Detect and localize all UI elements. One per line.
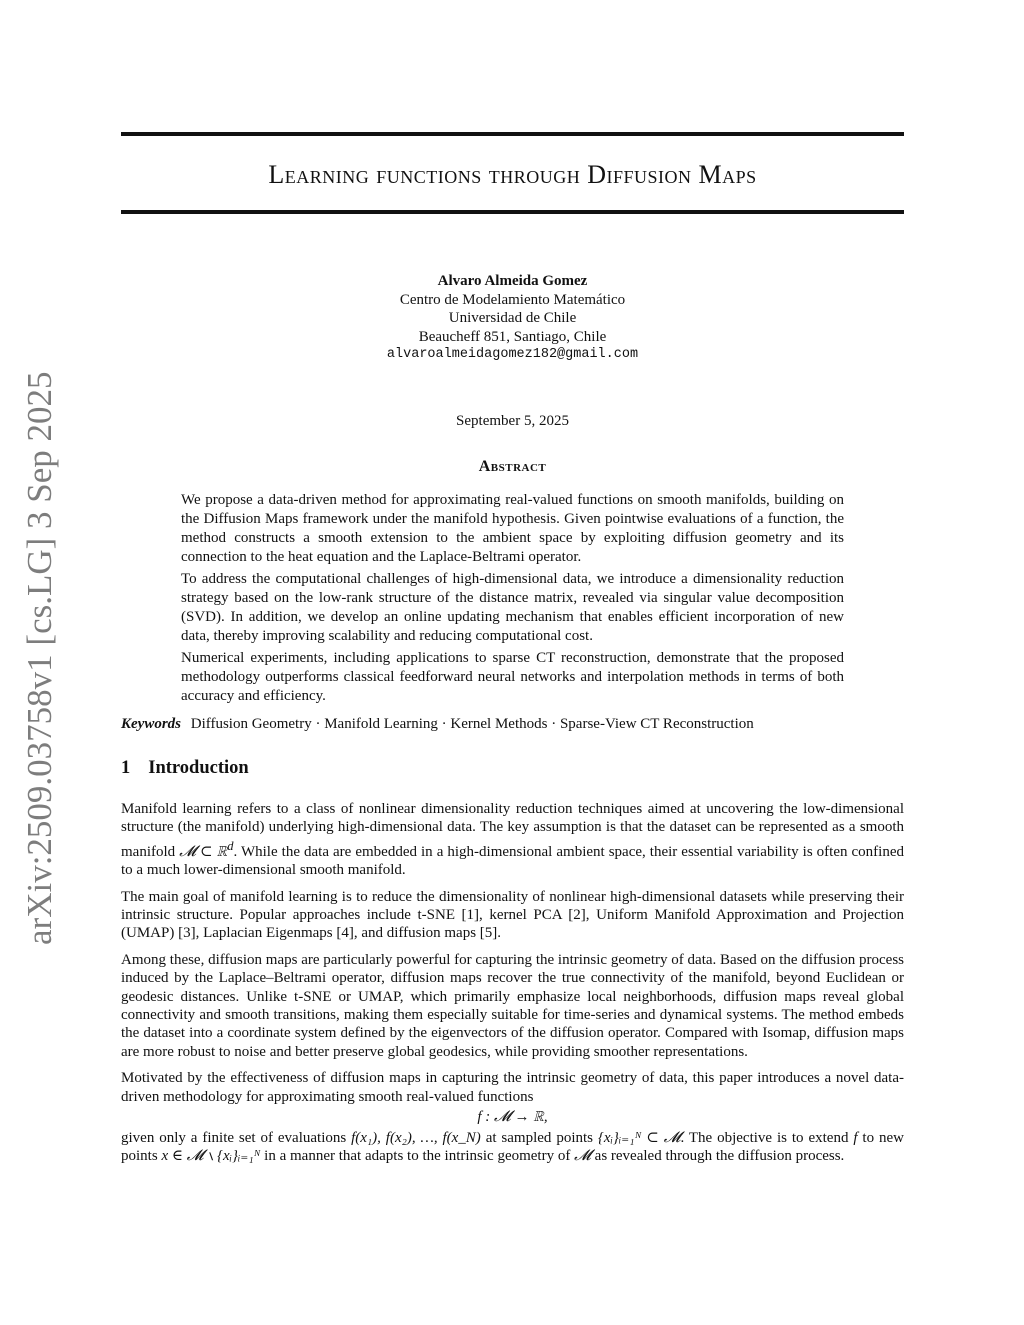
section-heading-introduction: [121, 758, 249, 779]
title-rule-top: [121, 132, 904, 136]
abstract-heading: Abstract: [478, 458, 547, 475]
abstract-paragraph: Numerical experiments, including applications to sparse CT reconstruction, demonstrate that the proposed methodology outperforms classical feedforward neural networks and interpolation methods in terms of both accuracy and efficiency.: [181, 650, 844, 704]
intro-paragraph-5: given only a finite set of evaluations f(x₁), f(x₂), …, f(x_N) at sampled points {xᵢ}ᵢ₌₁ᴺ ⊂ 𝓜. The objective is to extend f to new points x ∈ 𝓜 ∖ {xᵢ}ᵢ₌₁ᴺ in a manner that adapts to the intrinsic geometry of 𝓜 as revealed through the diffusion process.: [121, 1129, 904, 1164]
intro-paragraph-2: The main goal of manifold learning is to reduce the dimensionality of nonlinear high-dimensional datasets while preserving their intrinsic structure. Popular approaches include t-SNE [1], kernel PCA [2], Uniform Manifold Approximation and Projection (UMAP) [3], Laplacian Eigenmaps [4], and diffusion maps [5].: [121, 888, 904, 942]
section-title: Introduction: [148, 758, 249, 778]
title-rule-bottom: [121, 210, 904, 214]
abstract-paragraph: We propose a data-driven method for approximating real-valued functions on smooth manifolds, building on the Diffusion Maps framework under the manifold hypothesis. Given pointwise evaluations of a function, the method constructs a smooth extension to the ambient space by exploiting diffusion geometry and its connection to the heat equation and the Laplace-Beltrami operator.: [181, 492, 844, 565]
intro-paragraph-1: Manifold learning refers to a class of nonlinear dimensionality reduction techniques aimed at uncovering the low-dimensional structure (the manifold) underlying high-dimensional data. The key assumption is that the dataset can be represented as a smooth manifold 𝓜 ⊂ ℝ$^d$. While the data are embedded in a high-dimensional ambient space, their essential variability is often confined to a much lower-dimensional smooth manifold.: [121, 801, 904, 879]
paper-title: Learning functions through Diffusion Maps: [268, 160, 757, 189]
paper-date: September 5, 2025: [456, 413, 569, 429]
keywords-label: Keywords: [121, 716, 181, 732]
keywords-line: [121, 716, 904, 733]
author-block: [121, 272, 904, 365]
math-manifold: 𝓜 ⊂ ℝ: [179, 843, 228, 860]
intro-paragraph-4: Motivated by the effectiveness of diffusion maps in capturing the intrinsic geometry of data, this paper introduces a novel data-driven methodology for approximating smooth real-valued functions: [121, 1070, 904, 1105]
author-name: Alvaro Almeida Gomez: [437, 273, 588, 289]
introduction-body: [121, 800, 904, 1173]
author-university: Universidad de Chile: [448, 310, 577, 326]
section-number: 1: [121, 758, 131, 778]
arxiv-identifier-stamp: arXiv:2509.03758v1 [cs.LG] 3 Sep 2025: [20, 371, 59, 945]
equation-function: f : 𝓜 → ℝ,: [477, 1109, 548, 1126]
abstract-body: [181, 491, 844, 709]
author-address: Beaucheff 851, Santiago, Chile: [418, 328, 607, 345]
abstract-paragraph: To address the computational challenges of high-dimensional data, we introduce a dimensionality reduction strategy based on the low-rank structure of the distance matrix, revealed via singular value decomposition (SVD). In addition, we develop an online updating mechanism that enables efficient incorporation of new data, thereby improving scalability and reducing computational cost.: [181, 571, 844, 644]
author-affiliation: Centro de Modelamiento Matemático: [399, 291, 626, 308]
intro-paragraph-3: Among these, diffusion maps are particularly powerful for capturing the intrinsic geometry of data. Based on the diffusion process induced by the Laplace–Beltrami operator, diffusion maps recover the true connectivity of the manifold, beyond Euclidean or geodesic distances. Unlike t-SNE or UMAP, which primarily emphasize local neighborhoods, diffusion maps reveal global connectivity and smooth transitions, making them especially suitable for time-series and dynamical systems. The method embeds the dataset into a coordinate system defined by the eigenvectors of the diffusion operator. Compared with Isomap, diffusion maps are more robust to noise and better preserve global geodesics, while providing smoother representations.: [121, 951, 904, 1060]
author-email[interactable]: alvaroalmeidagomez182@gmail.com: [386, 347, 639, 362]
keywords-list: Diffusion Geometry · Manifold Learning · Kernel Methods · Sparse-View CT Reconstruction: [190, 716, 754, 732]
